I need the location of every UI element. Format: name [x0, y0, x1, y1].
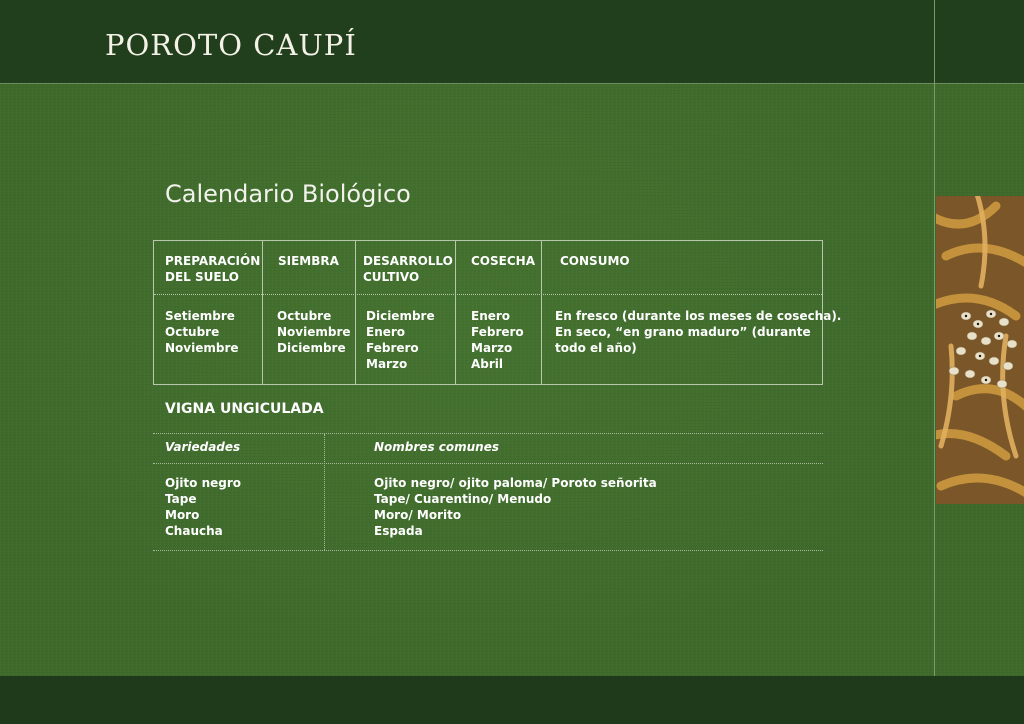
consumo-line: En fresco (durante los meses de cosecha). [555, 309, 842, 323]
list-item: Tape [165, 492, 197, 506]
month-item: Setiembre [165, 309, 235, 323]
consumo-text [555, 308, 841, 356]
dotted-divider [153, 433, 823, 434]
header-bar [0, 0, 1024, 84]
column-divider [455, 241, 456, 384]
month-item: Enero [366, 325, 406, 339]
month-item: Noviembre [277, 325, 351, 339]
month-item: Octubre [165, 325, 220, 339]
col-nombres: Nombres comunes [374, 440, 499, 454]
header-consumo: CONSUMO [560, 254, 630, 268]
header-cosecha: COSECHA [471, 254, 535, 268]
list-item: Moro [165, 508, 200, 522]
calendar-title: Calendario Biológico [165, 180, 411, 208]
month-item: Marzo [366, 357, 408, 371]
months-siembra [277, 308, 351, 356]
months-cosecha [471, 308, 524, 372]
column-divider [262, 241, 263, 384]
month-item: Diciembre [277, 341, 346, 355]
consumo-line: En seco, “en grano maduro” (durante [555, 325, 811, 339]
page-title: POROTO CAUPÍ [105, 28, 357, 62]
consumo-line: todo el año) [555, 341, 637, 355]
cowpea-beans-photo [936, 196, 1024, 504]
list-item: Moro/ Morito [374, 508, 462, 522]
month-item: Enero [471, 309, 511, 323]
months-desarrollo [366, 308, 435, 372]
column-divider [541, 241, 542, 384]
header-preparacion: PREPARACIÓN DEL SUELO [165, 254, 261, 284]
dotted-divider [153, 550, 823, 551]
header-divider [154, 294, 822, 295]
header-desarrollo: DESARROLLO CULTIVO [363, 254, 453, 284]
column-divider [355, 241, 356, 384]
varieties-title: VIGNA UNGICULADA [165, 401, 324, 417]
month-item: Febrero [471, 325, 524, 339]
col-variedades: Variedades [165, 440, 241, 454]
month-item: Febrero [366, 341, 419, 355]
list-item: Ojito negro/ ojito paloma/ Poroto señorita [374, 476, 657, 490]
month-item: Octubre [277, 309, 332, 323]
month-item: Abril [471, 357, 504, 371]
month-item: Diciembre [366, 309, 435, 323]
nombres-list [374, 475, 657, 539]
beans-illustration [936, 196, 1024, 504]
variedades-list [165, 475, 241, 539]
header-siembra: SIEMBRA [278, 254, 339, 268]
list-item: Ojito negro [165, 476, 242, 490]
calendar-table [153, 240, 842, 385]
vertical-divider [934, 0, 935, 676]
dotted-column-divider [324, 434, 325, 550]
list-item: Tape/ Cuarentino/ Menudo [374, 492, 552, 506]
list-item: Chaucha [165, 524, 223, 538]
month-item: Noviembre [165, 341, 239, 355]
list-item: Espada [374, 524, 423, 538]
months-preparacion [165, 308, 239, 356]
footer-bar [0, 676, 1024, 724]
dotted-divider [153, 463, 823, 464]
month-item: Marzo [471, 341, 513, 355]
